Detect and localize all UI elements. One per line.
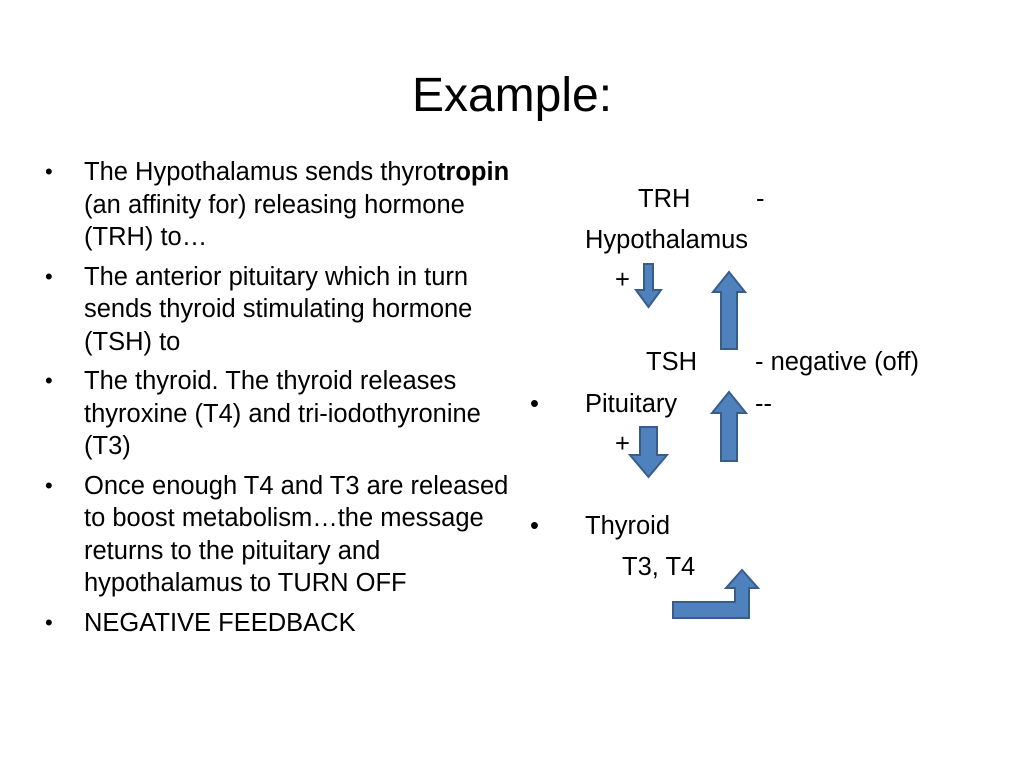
- arrow-up-icon: [712, 392, 746, 461]
- list-item: • Once enough T4 and T3 are released to boost metabolism…the message returns to the pituitary and hypothalamus to TURN OFF: [45, 471, 509, 597]
- pituitary-sign: --: [755, 390, 772, 418]
- bullet-marker: •: [45, 368, 53, 393]
- plus-sign-2: +: [615, 430, 630, 458]
- list-item: • The anterior pituitary which in turn sends thyroid stimulating hormone (TSH) to: [45, 262, 473, 356]
- pituitary-label: Pituitary: [585, 390, 678, 418]
- list-item: • The Hypothalamus sends thyrotropin (an affinity for) releasing hormone (TRH) to…: [45, 158, 510, 251]
- trh-label: TRH: [638, 185, 691, 213]
- arrow-up-icon: [713, 272, 745, 349]
- trh-sign: -: [756, 185, 765, 213]
- bullet-marker: •: [45, 472, 53, 498]
- thyroid-bullet: •: [530, 512, 539, 540]
- plus-sign-1: +: [615, 266, 630, 294]
- bullet-marker: •: [45, 159, 53, 184]
- bullet-marker: •: [45, 609, 53, 635]
- arrow-down-icon: [636, 264, 661, 307]
- list-item: • The thyroid. The thyroid releases thyroxine (T4) and tri-iodothyronine (T3): [45, 367, 481, 460]
- t3-t4-label: T3, T4: [622, 553, 696, 581]
- bent-arrow-up-icon: [673, 570, 758, 618]
- list-item: • NEGATIVE FEEDBACK: [45, 607, 515, 640]
- hypothalamus-label: Hypothalamus: [585, 226, 748, 254]
- slide-title: Example:: [411, 69, 613, 122]
- bullet-marker: •: [45, 263, 53, 289]
- thyroid-label: Thyroid: [585, 512, 671, 540]
- pituitary-bullet: •: [530, 390, 539, 418]
- tsh-label: TSH: [646, 348, 697, 376]
- arrow-down-icon: [630, 427, 667, 477]
- negative-off-label: - negative (off): [755, 348, 919, 376]
